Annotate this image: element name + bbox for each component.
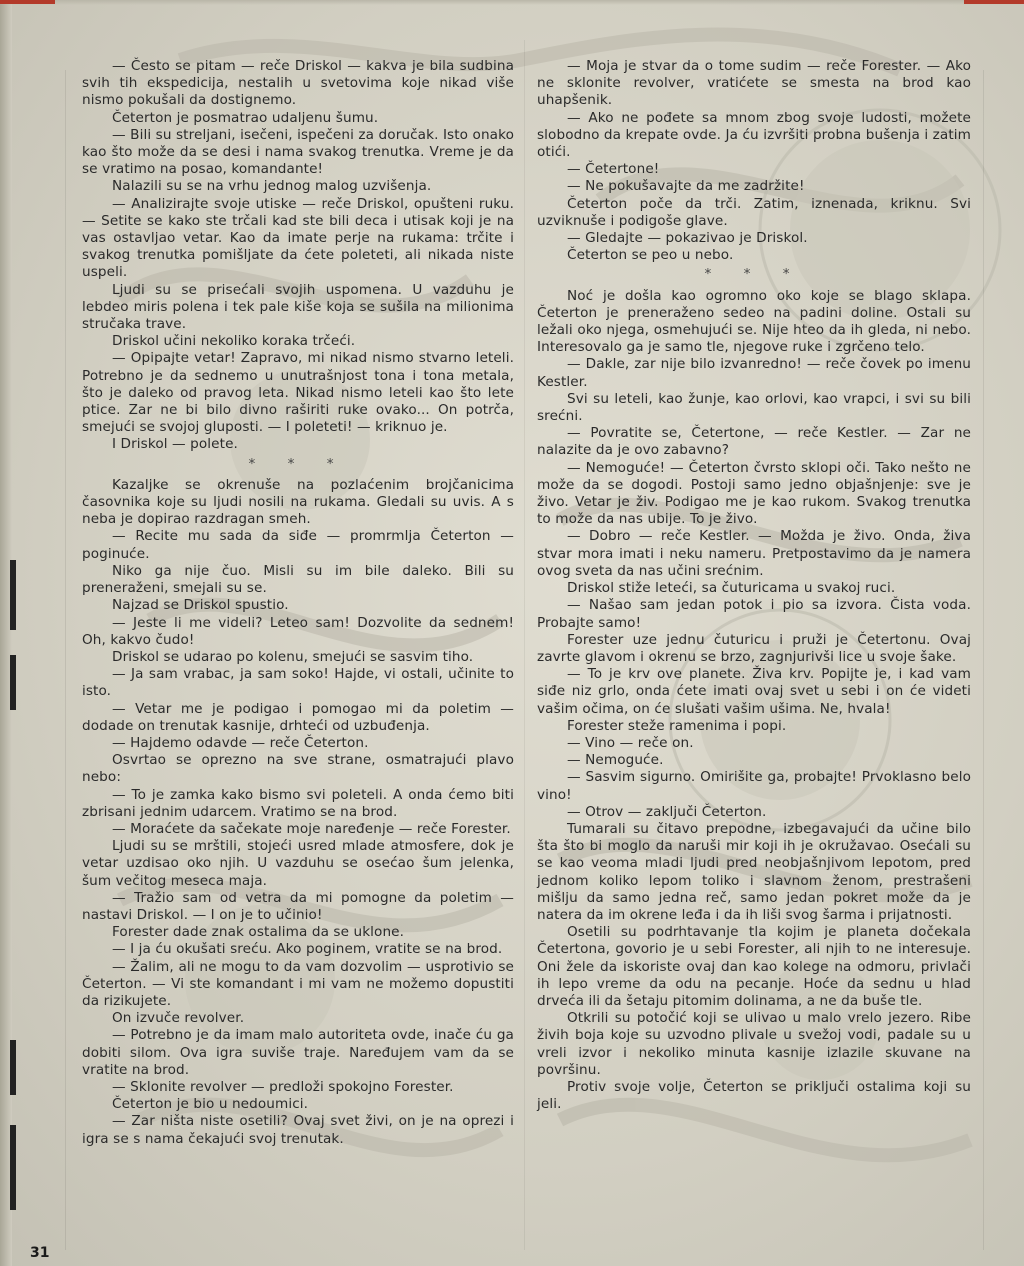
paragraph: Kazaljke se okrenuše na pozlaćenim brojčanicima časovnika koje su ljudi nosili na rukama. Gledali su uvis. A s neba je dopirao razdragan smeh. bbox=[82, 476, 514, 528]
paragraph: Ljudi su se prisećali svojih uspomena. U vazduhu je lebdeo miris polena i tek pale kiše koja se sušila na milionima stručaka trave. bbox=[82, 281, 514, 333]
paragraph: — Dobro — reče Kestler. — Možda je živo. Onda, živa stvar mora imati i neku nameru. Pretpostavimo da je namera ovog sveta da nas učini srećnim. bbox=[537, 528, 971, 579]
paragraph: — Potrebno je da imam malo autoriteta ovde, inače ću ga dobiti silom. Ova igra suviše traje. Naređujem vam da se vratite na brod. bbox=[82, 1027, 514, 1078]
paragraph: — Tražio sam od vetra da mi pomogne da poletim — nastavi Driskol. — I on je to učinio! bbox=[82, 889, 514, 923]
paragraph: Forester dade znak ostalima da se uklone. bbox=[112, 924, 405, 941]
paragraph: Driskol stiže leteći, sa čuturicama u svakoj ruci. bbox=[567, 580, 896, 597]
right-margin-rule bbox=[983, 70, 984, 1250]
paragraph: Forester uze jednu čuturicu i pruži je Četertonu. Ovaj zavrte glavom i okrenu se brzo, zagnjurivši lice u svoje šake. bbox=[537, 631, 971, 665]
paragraph: Otkrili su potočić koji se ulivao u malo vrelo jezero. Ribe živih boja koje su uzvodno plivale u svežoj vodi, padale su u vreli izvor i nekoliko minuta kasnije izlazile skuvane na površinu. bbox=[537, 1010, 971, 1078]
paragraph: — Ne pokušavajte da me zadržite! bbox=[567, 178, 805, 195]
left-text-column bbox=[82, 58, 514, 1148]
paragraph: — Nemoguće! — Četerton čvrsto sklopi oči. Tako nešto ne može da se dogodi. Postoji samo jedno objašnjenje: sve je živo. Vetar je živ. Podigao me je kao rukom. Svakog trenutka to može da nas ubije. To je živo. bbox=[537, 459, 971, 528]
side-margin-mark bbox=[10, 655, 16, 710]
paragraph: Četerton poče da trči. Zatim, iznenada, kriknu. Svi uzviknuše i podigoše glave. bbox=[537, 195, 971, 229]
paragraph: — Ako ne pođete sa mnom zbog svoje ludosti, možete slobodno da krepate ovde. Ja ću izvršiti probna bušenja i zatim otići. bbox=[537, 109, 971, 161]
paragraph: Tumarali su čitavo prepodne, izbegavajući da učine bilo šta što bi moglo da naruši mir koji ih je okružavao. Osećali su se kao veoma mladi ljudi pred neobjašnjivom lepotom, pred jednom koliko lepom toliko i slavnom ženom, prestrašeni mišlju da samo jedna reč, samo jedan pokret može da je natera da im okrene leđa i da ih liši svog šarma i prijatnosti. bbox=[537, 820, 971, 923]
paragraph: Četerton je posmatrao udaljenu šumu. bbox=[112, 109, 379, 126]
paragraph: — Dakle, zar nije bilo izvanredno! — reče čovek po imenu Kestler. bbox=[537, 356, 971, 390]
paragraph: Svi su leteli, kao žunje, kao orlovi, kao vrapci, i svi su bili srećni. bbox=[537, 390, 971, 425]
paragraph: — Ja sam vrabac, ja sam soko! Hajde, vi ostali, učinite to isto. bbox=[82, 666, 514, 700]
paragraph: — Sasvim sigurno. Omirišite ga, probajte! Prvoklasno belo vino! bbox=[537, 769, 971, 803]
page-number: 31 bbox=[30, 1245, 50, 1261]
paragraph: — Nemoguće. bbox=[567, 752, 664, 769]
section-break: * * * bbox=[248, 455, 348, 472]
paragraph: Osvrtao se oprezno na sve strane, osmatrajući plavo nebo: bbox=[82, 752, 514, 786]
paragraph: Četerton je bio u nedoumici. bbox=[112, 1096, 309, 1113]
paragraph: — Jeste li me videli? Leteo sam! Dozvolite da sednem! Oh, kakvo čudo! bbox=[82, 614, 514, 648]
paragraph: — Povratite se, Četertone, — reče Kestler. — Zar ne nalazite da je ovo zabavno? bbox=[537, 425, 971, 459]
left-margin-rule bbox=[65, 70, 66, 1250]
paragraph: — Analizirajte svoje utiske — reče Driskol, opušteni ruku. — Setite se kako ste trčali kad ste bili deca i utisak koji je na vas ostavljao vetar. Kao da imate perje na rukama: trčite i svakog trenutka pomišljate da ćete poleteti, ali nikada niste uspeli. bbox=[82, 195, 514, 281]
red-tab-marker bbox=[0, 0, 55, 4]
paragraph: Forester steže ramenima i popi. bbox=[567, 717, 787, 734]
paragraph: — Moraćete da sačekate moje naređenje — reče Forester. bbox=[112, 820, 511, 837]
paragraph: Protiv svoje volje, Četerton se priključi ostalima koji su jeli. bbox=[537, 1078, 971, 1113]
paragraph: Niko ga nije čuo. Misli su im bile daleko. Bili su preneraženi, smejali su se. bbox=[82, 562, 514, 597]
paragraph: — I ja ću okušati sreću. Ako poginem, vratite se na brod. bbox=[112, 941, 503, 958]
paragraph: Najzad se Driskol spustio. bbox=[112, 597, 289, 614]
paragraph: — Često se pitam — reče Driskol — kakva je bila sudbina svih tih ekspedicija, nestalih u svetovima koje nikad više nismo pokušali da dostignemo. bbox=[82, 58, 514, 109]
paragraph: On izvuče revolver. bbox=[112, 1010, 245, 1027]
paragraph: Driskol se udarao po kolenu, smejući se sasvim tiho. bbox=[112, 648, 474, 665]
paragraph: Noć je došla kao ogromno oko koje se blago sklapa. Četerton je preneraženo sedeo na padini doline. Ostali su ležali oko njega, osmehujući se. Nije hteo da ih gleda, ni nebo. Interesovalo ga je samo tle, njegove ruke i zgrčeno telo. bbox=[537, 287, 971, 356]
red-tab-marker-right bbox=[964, 0, 1024, 4]
paragraph: — Moja je stvar da o tome sudim — reče Forester. — Ako ne sklonite revolver, vratićete se smesta na brod kao uhapšenik. bbox=[537, 58, 971, 109]
side-margin-mark bbox=[10, 1040, 16, 1095]
side-margin-mark bbox=[10, 1125, 16, 1210]
paragraph: Nalazili su se na vrhu jednog malog uzvišenja. bbox=[112, 178, 432, 195]
paragraph: Driskol učini nekoliko koraka trčeći. bbox=[112, 333, 356, 350]
paragraph: Osetili su podrhtavanje tla kojim je planeta dočekala Četertona, govorio je u sebi Forester, ali njih to ne interesuje. Oni žele da iskoriste ovaj dan kao kolege na odmoru, privlači ih lepo vreme da odu na pecanje. Hoće da sednu u hlad drveća ili da šetaju pitomim dolinama, a ne da buše tle. bbox=[537, 924, 971, 1009]
side-margin-mark bbox=[10, 560, 16, 630]
paragraph: — Opipajte vetar! Zapravo, mi nikad nismo stvarno leteli. Potrebno je da sednemo u unutrašnjost tona i tona metala, što je daleko od pravog leta. Nikad nismo leteli kao što lete ptice. Zar ne bi bilo divno raširiti ruke ovako... On potrča, smejući se svojoj gluposti. — I poleteti! — kriknuo je. bbox=[82, 350, 514, 436]
right-text-column bbox=[537, 58, 971, 1113]
paragraph: — Žalim, ali ne mogu to da vam dozvolim — usprotivio se Četerton. — Vi ste komandant i mi vam ne možemo dopustiti da rizikujete. bbox=[82, 958, 514, 1009]
paragraph: — Gledajte — pokazivao je Driskol. bbox=[567, 230, 808, 247]
paragraph: — Recite mu sada da siđe — promrmlja Četerton — poginuće. bbox=[82, 528, 514, 562]
paragraph: — Našao sam jedan potok i pio sa izvora. Čista voda. Probajte samo! bbox=[537, 597, 971, 631]
section-break: * * * bbox=[704, 266, 804, 283]
paragraph: — Vetar me je podigao i pomogao mi da poletim — dodade on trenutak kasnije, drhteći od uzbuđenja. bbox=[82, 700, 514, 734]
paragraph: Četerton se peo u nebo. bbox=[567, 247, 734, 264]
paragraph: — Bili su streljani, isečeni, ispečeni za doručak. Isto onako kao što može da se desi i nama svakog trenutka. Vreme je da se vratimo na posao, komandante! bbox=[82, 126, 514, 178]
paragraph: — Četertone! bbox=[567, 161, 660, 178]
paragraph: — Sklonite revolver — predloži spokojno Forester. bbox=[112, 1078, 454, 1095]
paragraph: — Zar ništa niste osetili? Ovaj svet živi, on je na oprezi i igra se s nama čekajući svoj trenutak. bbox=[82, 1113, 514, 1147]
paragraph: I Driskol — polete. bbox=[112, 436, 238, 453]
paragraph: — Hajdemo odavde — reče Četerton. bbox=[112, 734, 369, 751]
paragraph: — Otrov — zaključi Četerton. bbox=[567, 803, 767, 820]
page-top-shadow bbox=[0, 0, 1024, 5]
paragraph: Ljudi su se mrštili, stojeći usred mlade atmosfere, dok je vetar uzdisao oko njih. U vazduhu se osećao šum jelenka, šum večitog meseca maja. bbox=[82, 838, 514, 889]
paragraph: — To je krv ove planete. Živa krv. Popijte je, i kad vam siđe niz grlo, onda ćete imati ovaj svet u sebi i on će videti vašim očima, on će slušati vašim ušima. Ne, hvala! bbox=[537, 666, 971, 717]
column-divider bbox=[524, 40, 525, 1250]
paragraph: — Vino — reče on. bbox=[567, 734, 694, 751]
paragraph: — To je zamka kako bismo svi poleteli. A onda ćemo biti zbrisani jednim udarcem. Vratimo se na brod. bbox=[82, 786, 514, 820]
